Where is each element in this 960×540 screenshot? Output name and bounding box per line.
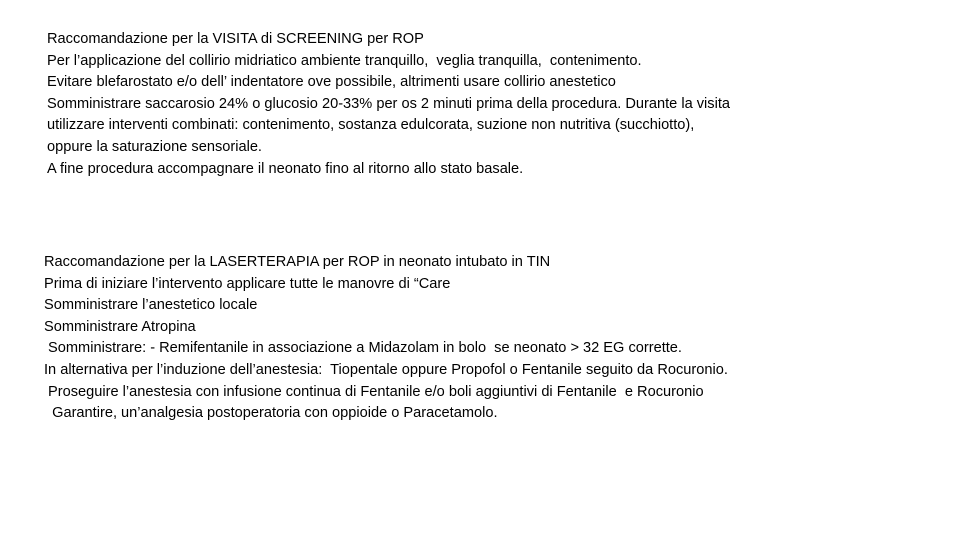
laser-line: Proseguire l’anestesia con infusione continua di Fentanile e/o boli aggiuntivi di Fentanile e Rocuronio: [44, 383, 704, 400]
laser-line: Garantire, un’analgesia postoperatoria con oppioide o Paracetamolo.: [44, 405, 498, 422]
screening-line: Evitare blefarostato e/o dell’ indentatore ove possibile, altrimenti usare collirio anestetico: [47, 74, 616, 91]
screening-line: oppure la saturazione sensoriale.: [47, 139, 262, 155]
screening-line: utilizzare interventi combinati: contenimento, sostanza edulcorata, suzione non nutritiva (succhiotto),: [47, 117, 695, 134]
laser-line: Somministrare Atropina: [44, 318, 196, 335]
laser-title: Raccomandazione per la LASERTERAPIA per ROP in neonato intubato in TIN: [44, 254, 551, 270]
screening-line: Per l’applicazione del collirio midriatico ambiente tranquillo, veglia tranquilla, contenimento.: [47, 52, 642, 69]
screening-title: Raccomandazione per la VISITA di SCREENING per ROP: [47, 31, 424, 47]
laser-line: Somministrare: - Remifentanile in associazione a Midazolam in bolo se neonato > 32 EG corrette.: [44, 340, 682, 357]
screening-line: Somministrare saccarosio 24% o glucosio 20-33% per os 2 minuti prima della procedura. Durante la visita: [47, 95, 730, 112]
laser-line: Prima di iniziare l’intervento applicare tutte le manovre di “Care: [44, 275, 451, 292]
screening-line: A fine procedura accompagnare il neonato fino al ritorno allo stato basale.: [47, 160, 524, 177]
laser-line: In alternativa per l’induzione dell’anestesia: Tiopentale oppure Propofol o Fentanile seguito da Rocuronio.: [44, 362, 728, 378]
laser-line: Somministrare l’anestetico locale: [44, 297, 258, 314]
